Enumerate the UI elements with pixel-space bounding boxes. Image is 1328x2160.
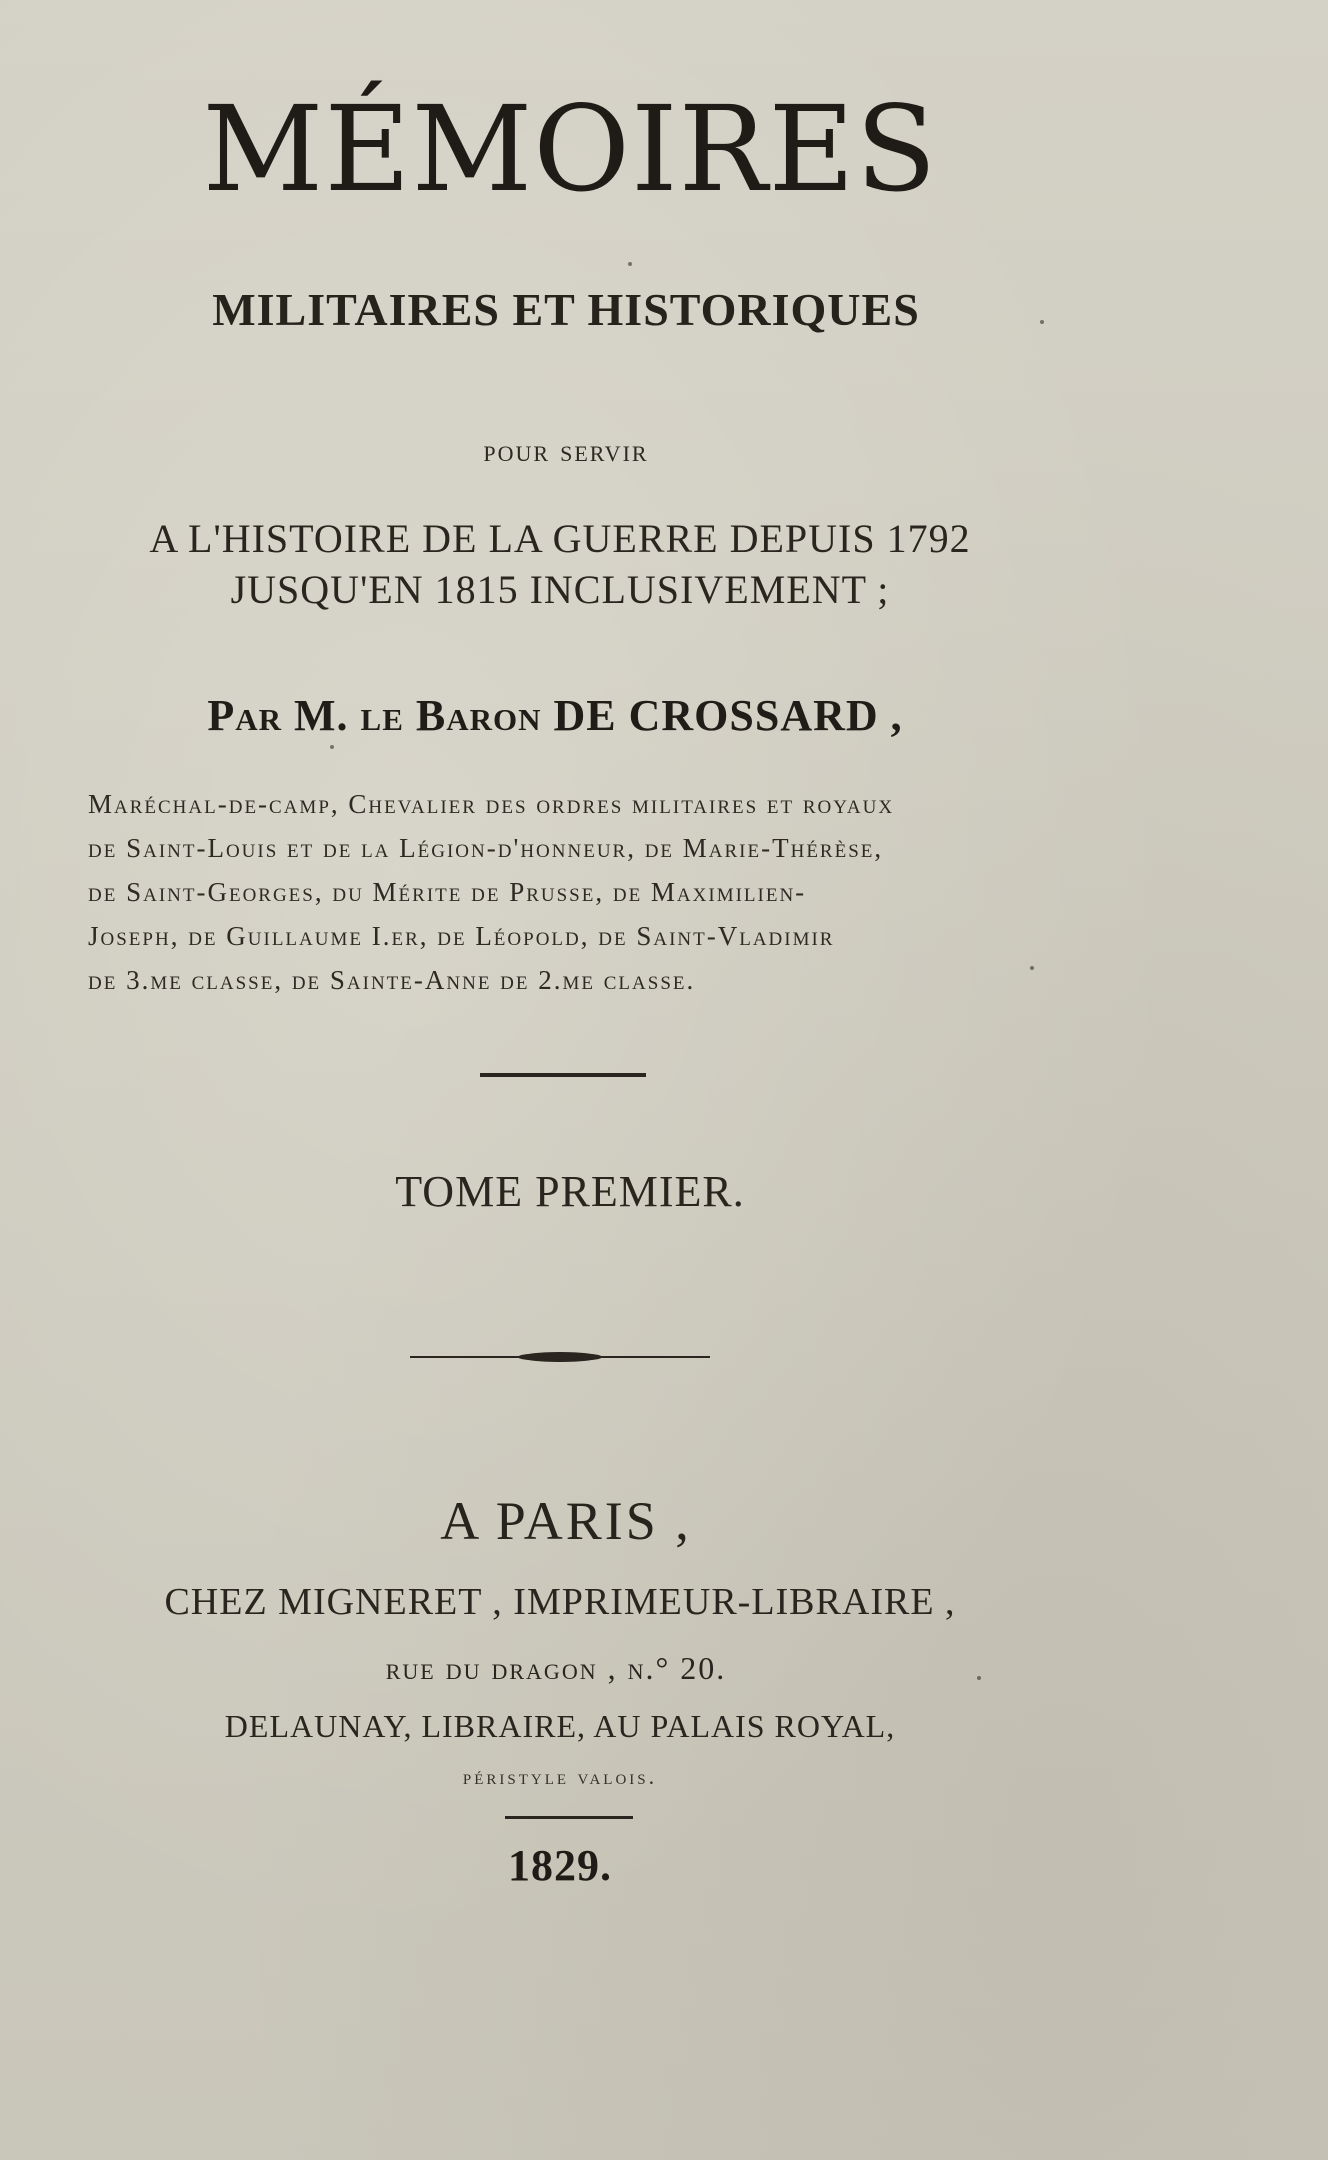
paper-speck	[330, 745, 334, 749]
paper-speck	[628, 262, 632, 266]
paper-speck	[1040, 320, 1044, 324]
volume-label: TOME PREMIER.	[395, 1167, 745, 1216]
honours-line: Maréchal-de-camp, Chevalier des ordres militaires et royaux	[88, 789, 895, 819]
paper-speck	[1030, 966, 1034, 970]
honours-line: Joseph, de Guillaume I.er, de Léopold, de Saint-Vladimir	[88, 921, 835, 951]
publisher-address: rue du dragon , n.° 20.	[385, 1650, 727, 1686]
book-title: MÉMOIRES	[202, 80, 938, 218]
ornamental-divider	[410, 1345, 710, 1369]
imprint-city: A PARIS ,	[440, 1491, 692, 1551]
bookseller-line: DELAUNAY, LIBRAIRE, AU PALAIS ROYAL,	[224, 1708, 896, 1744]
paper-speck	[977, 1676, 981, 1680]
author-line: Par M. le Baron DE CROSSARD ,	[207, 691, 903, 740]
bookseller-location: péristyle valois.	[462, 1764, 658, 1789]
publisher-line: CHEZ MIGNERET , IMPRIMEUR-LIBRAIRE ,	[164, 1581, 956, 1623]
divider-rule	[505, 1816, 633, 1819]
publication-year: 1829.	[508, 1841, 612, 1890]
history-line-2: JUSQU'EN 1815 INCLUSIVEMENT ;	[230, 567, 890, 612]
honours-line: de Saint-Louis et de la Légion-d'honneur, de Marie-Thérèse,	[88, 833, 884, 863]
author-honours	[88, 782, 1038, 1002]
book-subtitle: MILITAIRES ET HISTORIQUES	[212, 284, 920, 335]
intro-phrase: pour servir	[483, 432, 649, 468]
divider-rule	[480, 1073, 646, 1077]
history-line-1: A L'HISTOIRE DE LA GUERRE DEPUIS 1792	[149, 516, 971, 561]
honours-line: de Saint-Georges, du Mérite de Prusse, de Maximilien-	[88, 877, 807, 907]
honours-line: de 3.me classe, de Sainte-Anne de 2.me classe.	[88, 965, 696, 995]
